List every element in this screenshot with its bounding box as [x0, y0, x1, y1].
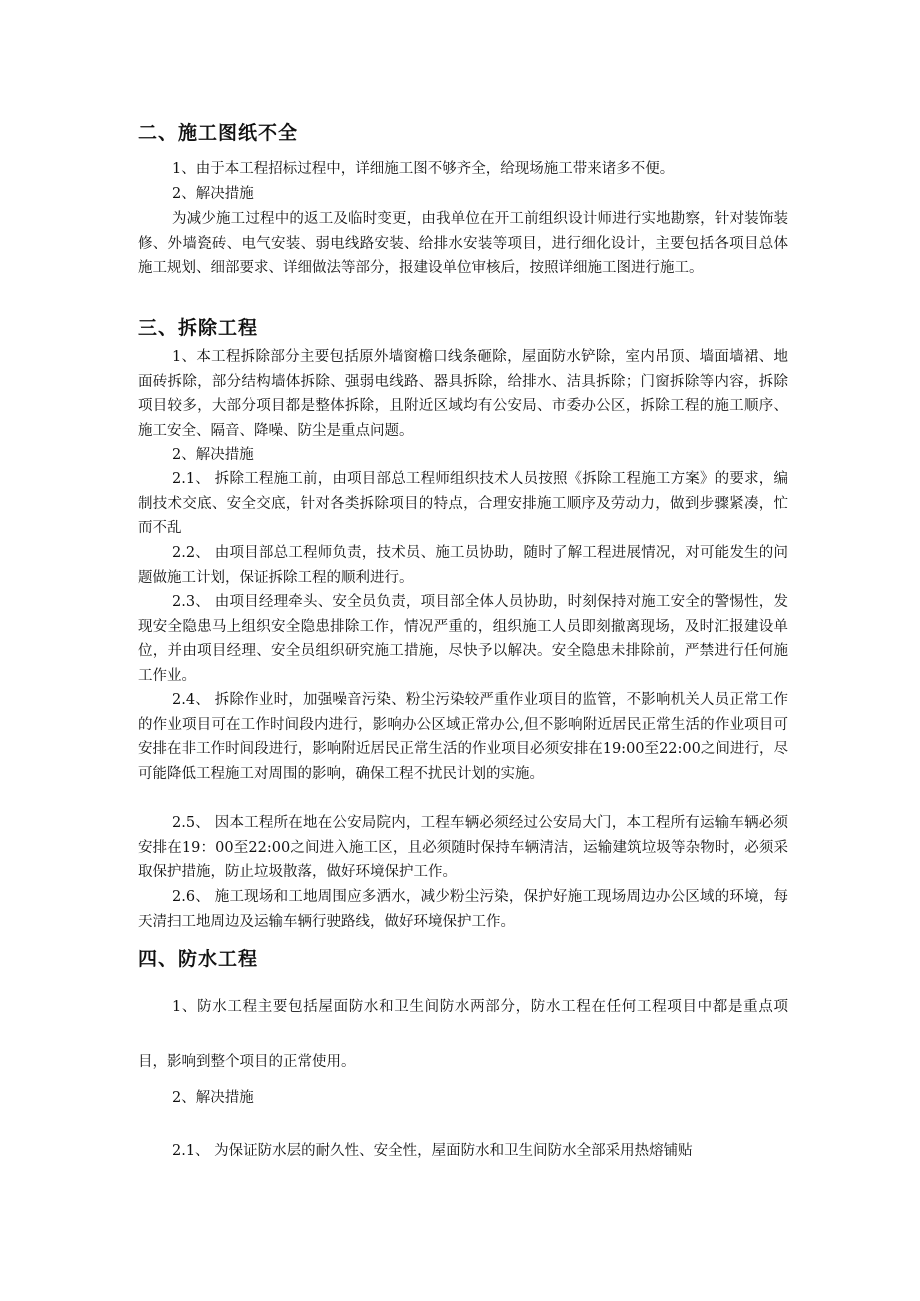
paragraph-demolition-2-1: 2.1、 拆除工程施工前，由项目部总工程师组织技术人员按照《拆除工程施工方案》的要求，编制技术交底、安全交底，针对各类拆除项目的特点，合理安排施工顺序及劳动力，做到步骤紧凑，忙而不乱: [138, 471, 788, 537]
paragraph-demolition-2-6: 2.6、 施工现场和工地周围应多洒水，减少粉尘污染，保护好施工现场周边办公区域的环境，每天清扫工地周边及运输车辆行驶路线，做好环境保护工作。: [138, 889, 788, 930]
section-heading-waterproofing: 四、防水工程: [138, 948, 259, 970]
paragraph-demolition-2-4: 2.4、 拆除作业时，加强噪音污染、粉尘污染较严重作业项目的监管，不影响机关人员正常工作的作业项目可在工作时间段内进行，影响办公区域正常办公,但不影响附近居民正常生活的作业项目可安排在非工作时间段进行，影响附近居民正常生活的作业项目必须安排在19:00至22:00之间进行，尽可能降低工程施工对周围的影响，确保工程不扰民计划的实施。: [138, 692, 788, 782]
paragraph-demolition-scope: 1、本工程拆除部分主要包括原外墙窗檐口线条砸除，屋面防水铲除，室内吊顶、墙面墙裙、地面砖拆除，部分结构墙体拆除、强弱电线路、器具拆除，给排水、洁具拆除；门窗拆除等内容，拆除项目较多，大部分项目都是整体拆除，且附近区域均有公安局、市委办公区，拆除工程的施工顺序、施工安全、隔音、降噪、防尘是重点问题。: [138, 349, 788, 439]
paragraph-waterproofing-2-1: 2.1、 为保证防水层的耐久性、安全性，屋面防水和卫生间防水全部采用热熔铺贴: [172, 1143, 693, 1159]
paragraph-demolition-solution-title: 2、解决措施: [172, 447, 254, 463]
paragraph-waterproofing-solution-title: 2、解决措施: [172, 1090, 254, 1106]
paragraph-demolition-2-5: 2.5、 因本工程所在地在公安局院内，工程车辆必须经过公安局大门，本工程所有运输车辆必须安排在19：00至22:00之间进入施工区，且必须随时保持车辆清洁，运输建筑垃圾等杂物时，必须采取保护措施，防止垃圾散落，做好环境保护工作。: [138, 815, 788, 881]
paragraph-drawings-solution-title: 2、解决措施: [172, 186, 254, 202]
paragraph-demolition-2-3: 2.3、 由项目经理牵头、安全员负责，项目部全体人员协助，时刻保持对施工安全的警惕性，发现安全隐患马上组织安全隐患排除工作，情况严重的，组织施工人员即刻撤离现场，及时汇报建设单位，并由项目经理、安全员组织研究施工措施，尽快予以解决。安全隐患未排除前，严禁进行任何施工作业。: [138, 594, 788, 684]
section-heading-demolition: 三、拆除工程: [138, 317, 259, 339]
paragraph-drawings-issue: 1、由于本工程招标过程中，详细施工图不够齐全，给现场施工带来诸多不便。: [172, 161, 675, 177]
paragraph-drawings-solution: 为减少施工过程中的返工及临时变更，由我单位在开工前组织设计师进行实地勘察，针对装饰装修、外墙瓷砖、电气安装、弱电线路安装、给排水安装等项目，进行细化设计，主要包括各项目总体施工规划、细部要求、详细做法等部分，报建设单位审核后，按照详细施工图进行施工。: [138, 211, 788, 277]
section-heading-construction-drawings: 二、施工图纸不全: [138, 122, 299, 144]
paragraph-demolition-2-2: 2.2、 由项目部总工程师负责，技术员、施工员协助，随时了解工程进展情况，对可能发生的问题做施工计划，保证拆除工程的顺利进行。: [138, 545, 788, 586]
paragraph-waterproofing-scope: 1、防水工程主要包括屋面防水和卫生间防水两部分，防水工程在任何工程项目中都是重点项目，影响到整个项目的正常使用。: [138, 999, 788, 1070]
